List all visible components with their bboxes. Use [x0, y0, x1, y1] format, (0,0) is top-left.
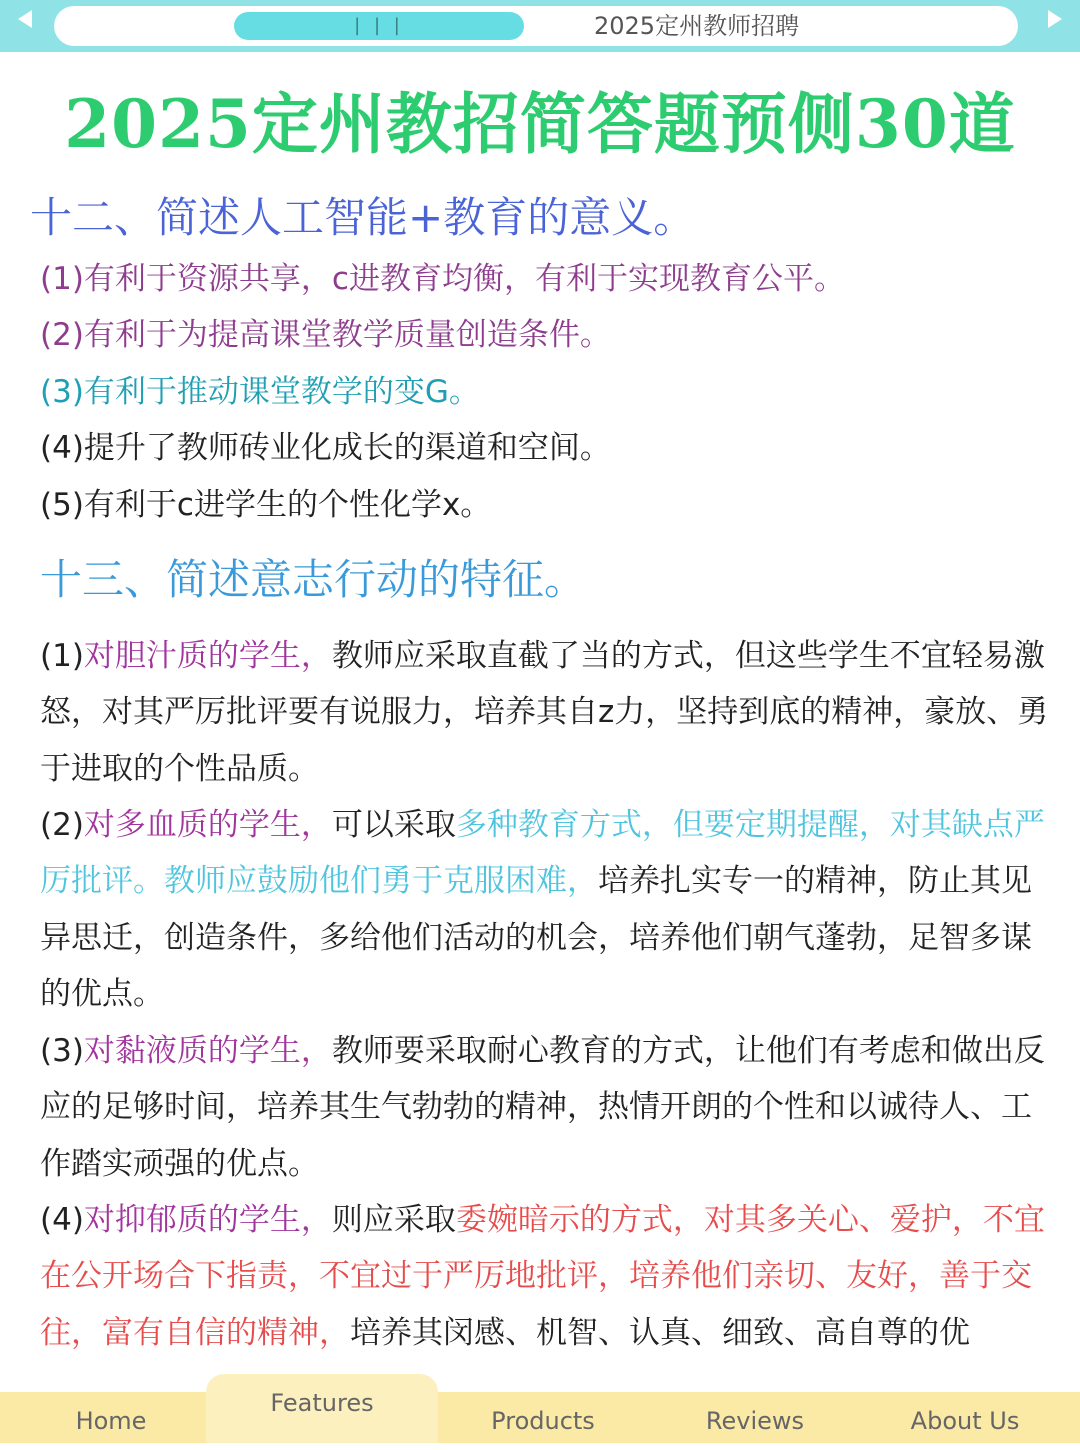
slider-handle[interactable]: | | |	[234, 12, 524, 40]
section-12-item-2: (2)有利于为提高课堂教学质量创造条件。	[40, 317, 611, 353]
paragraph-lead: 对抑郁质的学生，	[83, 1202, 332, 1238]
nav-item-reviews[interactable]: Reviews	[705, 1407, 805, 1435]
bottom-nav	[0, 1389, 1080, 1443]
section-12-item-3: (3)有利于推动课堂教学的变G。	[40, 374, 480, 410]
paragraph-number: (4)	[40, 1202, 84, 1238]
paragraph-body: 教师应采取直截了当的方式，但这些学生不宜轻易激怒，对其严厉批评要有说服力，培养其自z力，坚持到底的精神，豪放、勇于进取的个性品质。	[40, 638, 1049, 787]
top-bar-title: 2025定州教师招聘	[594, 12, 800, 40]
nav-item-about-us[interactable]: About Us	[910, 1407, 1020, 1435]
top-bar	[0, 0, 1080, 52]
section-12-item-5: (5)有利于c进学生的个性化学x。	[40, 487, 492, 523]
section-13-paragraph-2	[40, 797, 1050, 1023]
nav-item-home[interactable]: Home	[75, 1407, 147, 1435]
paragraph-lead: 对胆汁质的学生，	[83, 638, 332, 674]
paragraph-number: (1)	[40, 638, 84, 674]
paragraph-body: 培养其闵感、机智、认真、细致、高自尊的优	[350, 1314, 970, 1351]
section-12-heading: 十二、简述人工智能+教育的意义。	[30, 193, 696, 242]
paragraph-lead: 对黏液质的学生，	[83, 1033, 332, 1069]
top-pill	[54, 6, 1018, 46]
section-13-paragraph-3	[40, 1023, 1050, 1192]
paragraph-mid: 可以采取	[331, 807, 456, 843]
page-title: 2025定州教招简答题预侧30道	[64, 85, 1016, 163]
paragraph-body: 教师要采取耐心教育的方式，让他们有考虑和做出反应的足够时间，培养其生气勃勃的精神，热情开朗的个性和以诚待人、工作踏实顽强的优点。	[40, 1033, 1045, 1182]
paragraph-highlight: 委婉暗示的方式，对其多关心、爱护，不宜在公开场合下指责，不宜过于严厉地批评，培养他们亲切、友好，善于交往，富有自信的精神，	[40, 1202, 1045, 1351]
nav-item-products[interactable]: Products	[491, 1407, 595, 1435]
paragraph-number: (3)	[40, 1033, 84, 1069]
section-12-item-4: (4)提升了教师砖业化成长的渠道和空间。	[40, 430, 611, 466]
paragraph-lead: 对多血质的学生，	[83, 807, 332, 843]
section-13-heading: 十三、简述意志行动的特征。	[40, 555, 587, 604]
left-arrow-icon[interactable]	[18, 10, 32, 28]
paragraph-highlight: 多种教育方式，但要定期提醒，对其缺点严厉批评。教师应鼓励他们勇于克服困难，	[40, 807, 1045, 900]
nav-item-features[interactable]: Features	[206, 1374, 438, 1443]
right-arrow-icon[interactable]	[1048, 10, 1062, 28]
paragraph-number: (2)	[40, 807, 84, 843]
section-13-paragraph-4	[40, 1192, 1050, 1361]
section-13-paragraph-1	[40, 628, 1050, 797]
section-12-item-1: (1)有利于资源共享，c进教育均衡，有利于实现教育公平。	[40, 261, 845, 297]
paragraph-mid: 则应采取	[331, 1202, 456, 1238]
paragraph-body: 培养扎实专一的精神，防止其见异思迁，创造条件，多给他们活动的机会，培养他们朝气蓬勃，足智多谋的优点。	[40, 863, 1032, 1013]
